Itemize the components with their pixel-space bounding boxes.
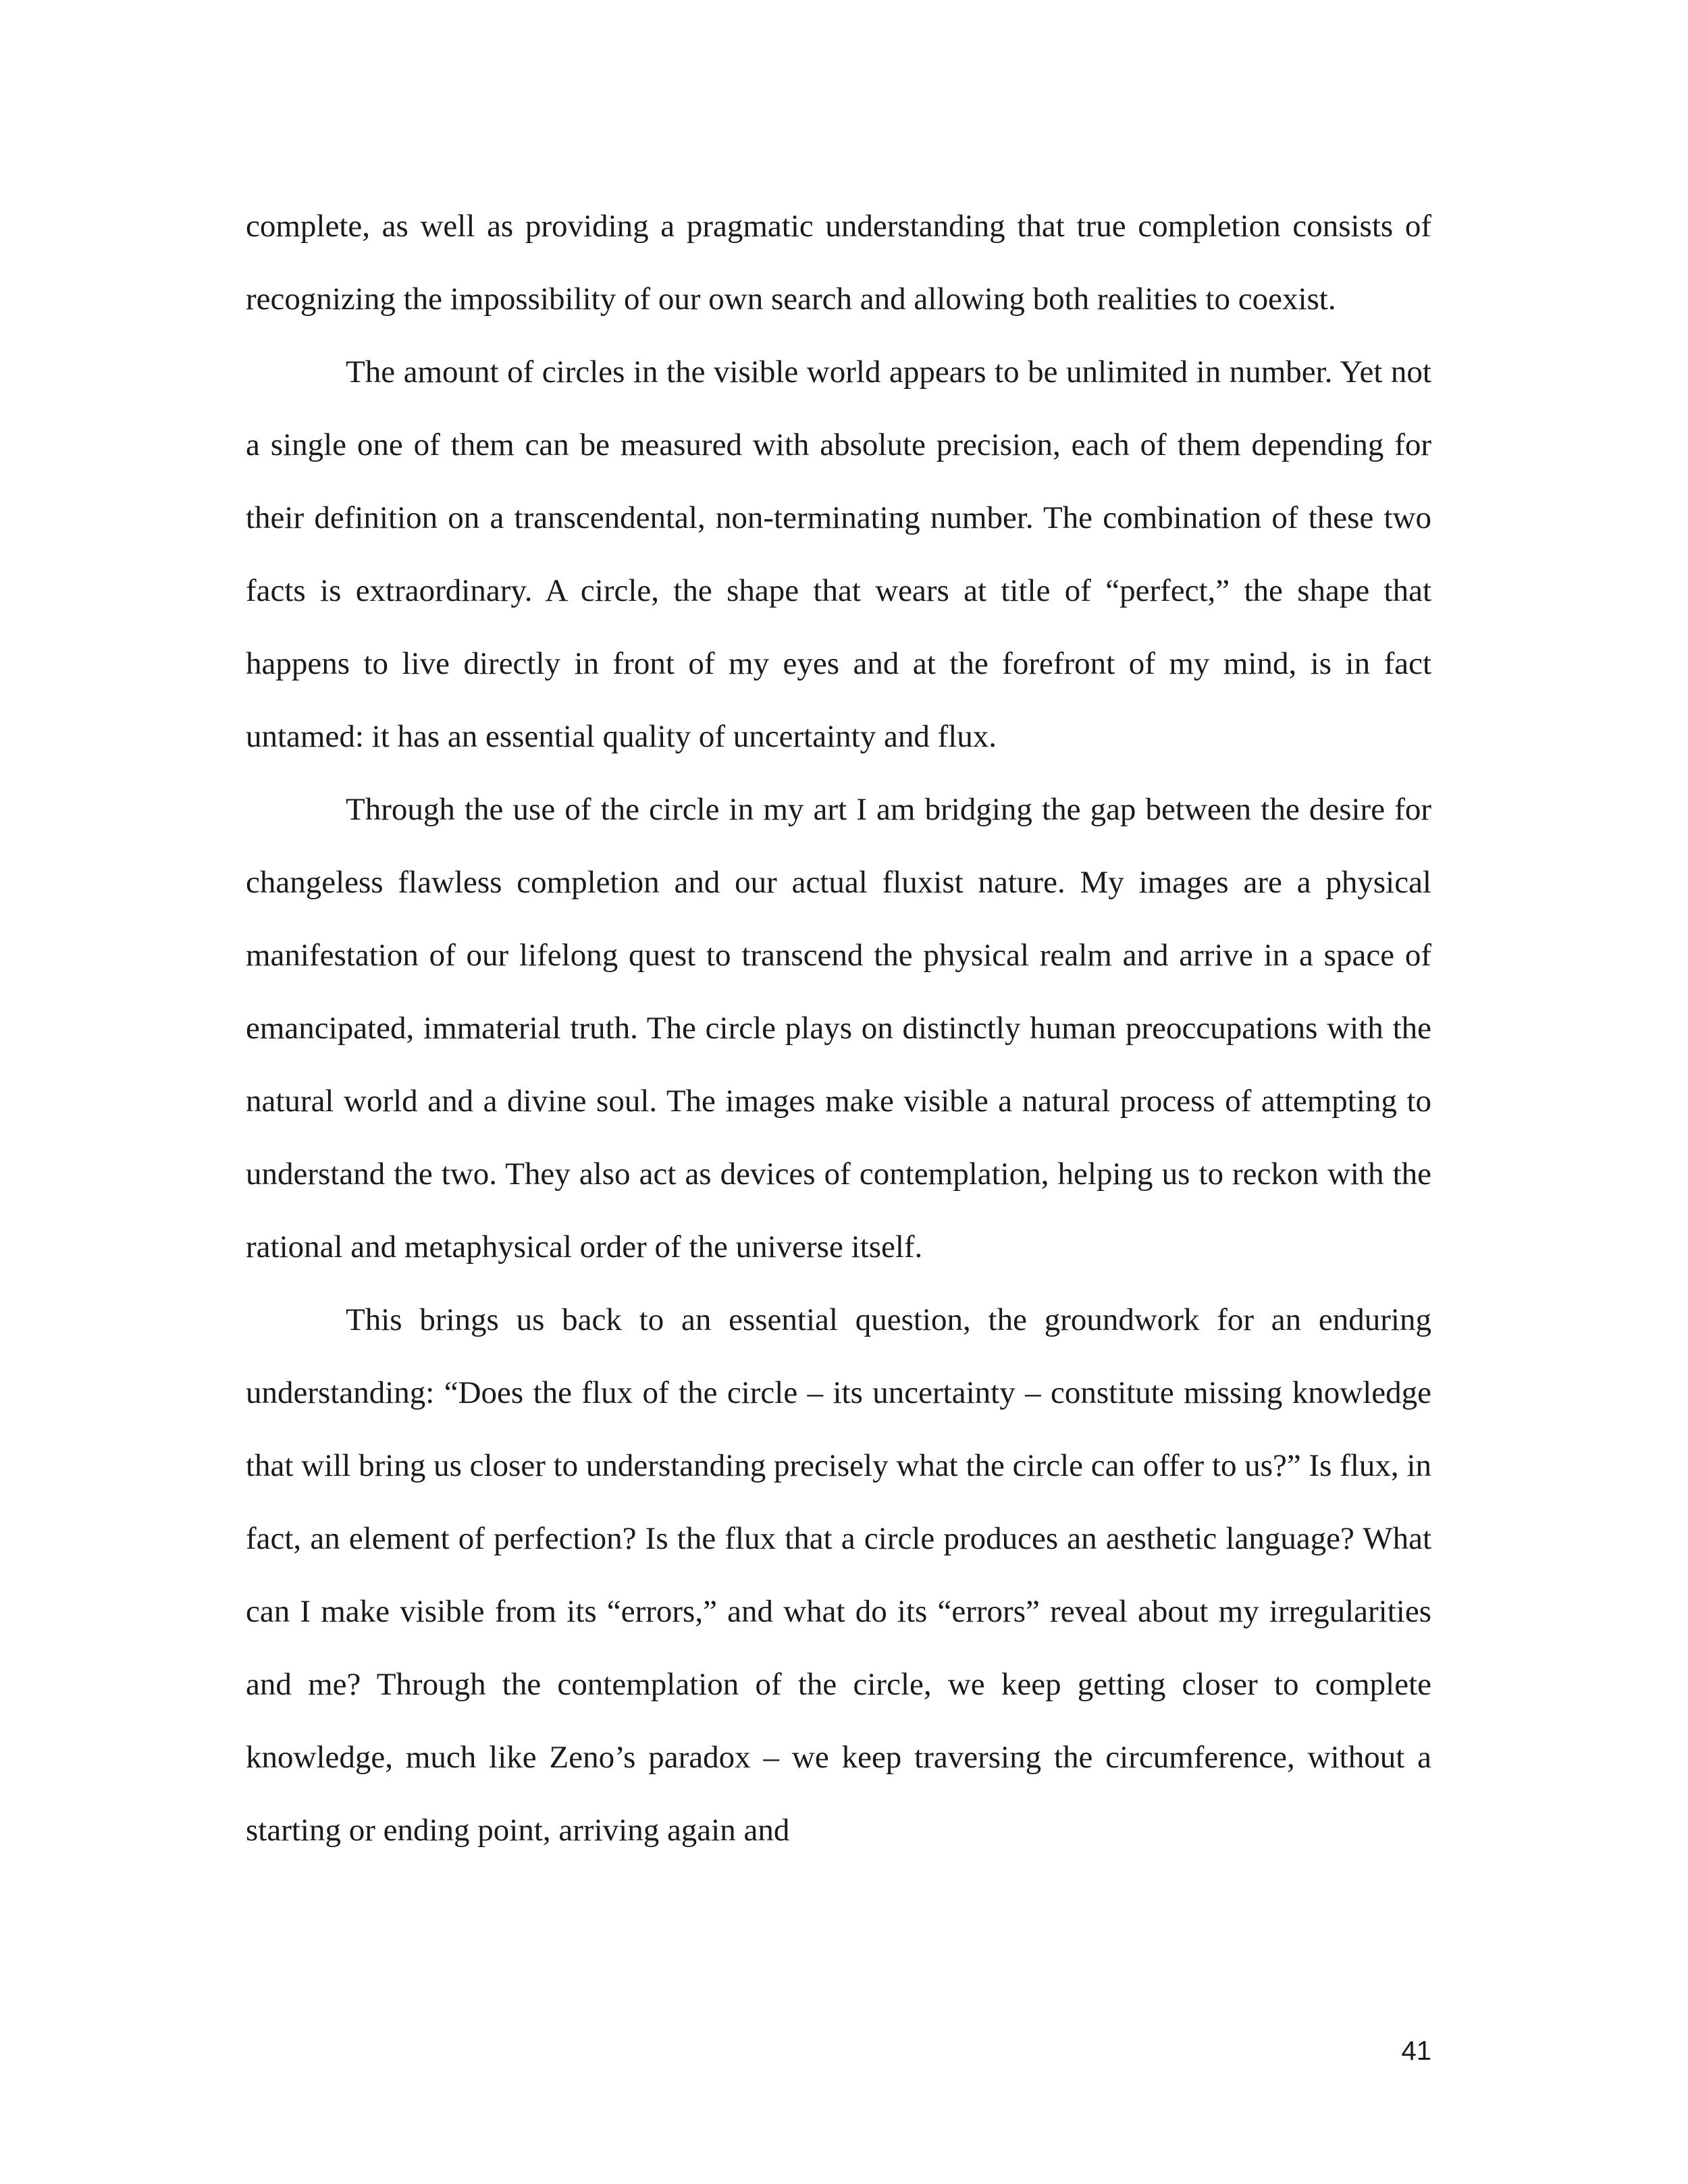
body-text <box>246 190 1431 1867</box>
page-number: 41 <box>1401 2036 1431 2066</box>
paragraph: This brings us back to an essential question, the groundwork for an enduring understanding: “Does the flux of the circle – its uncertainty – constitute missing knowledge that will bring us closer to understanding precisely what the circle can offer to us?” Is flux, in fact, an element of perfection? Is the flux that a circle produces an aesthetic language? What can I make visible from its “errors,” and what do its “errors” reveal about my irregularities and me? Through the contemplation of the circle, we keep getting closer to complete knowledge, much like Zeno’s paradox – we keep traversing the circumference, without a starting or ending point, arriving again and <box>246 1302 1431 1848</box>
paragraph: The amount of circles in the visible world appears to be unlimited in number. Yet not a single one of them can be measured with absolute precision, each of them depending for their definition on a transcendental, non-terminating number. The combination of these two facts is extraordinary. A circle, the shape that wears at title of “perfect,” the shape that happens to live directly in front of my eyes and at the forefront of my mind, is in fact untamed: it has an essential quality of uncertainty and flux. <box>246 354 1431 754</box>
paragraph: complete, as well as providing a pragmatic understanding that true completion consists of recognizing the impossibility of our own search and allowing both realities to coexist. <box>246 209 1431 317</box>
paragraph: Through the use of the circle in my art I am bridging the gap between the desire for changeless flawless completion and our actual fluxist nature. My images are a physical manifestation of our lifelong quest to transcend the physical realm and arrive in a space of emancipated, immaterial truth. The circle plays on distinctly human preoccupations with the natural world and a divine soul. The images make visible a natural process of attempting to understand the two. They also act as devices of contemplation, helping us to reckon with the rational and metaphysical order of the universe itself. <box>246 792 1431 1264</box>
